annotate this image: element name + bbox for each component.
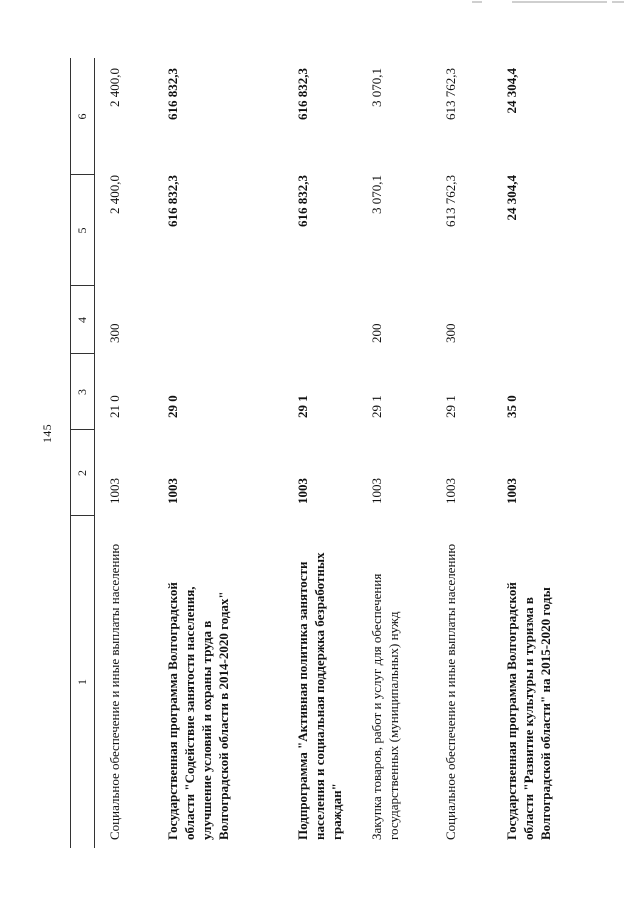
- row-name: Государственная программа Волгоградской области "Содействие занятости населения, улучшение условий и охраны труда в Волгоградской области в 2014-2020 годах": [165, 582, 231, 840]
- row-value-col5: 616 832,3: [165, 175, 180, 227]
- row-value-col6: 616 832,3: [165, 68, 180, 120]
- row-value-col5: 616 832,3: [295, 175, 310, 227]
- page-number: 145: [40, 424, 54, 443]
- table-row: [436, 58, 492, 848]
- row-target-article: 29 1: [369, 395, 384, 418]
- row-expense-type: 300: [107, 323, 122, 343]
- row-target-article: 35 0: [504, 395, 519, 418]
- row-name: Социальное обеспечение и иные выплаты населению: [443, 543, 458, 840]
- budget-table: [70, 58, 625, 848]
- table-row: [288, 58, 360, 848]
- scan-edge-marks: [472, 0, 632, 6]
- column-header-5: 5: [75, 227, 89, 234]
- row-value-col6: 3 070,1: [369, 68, 384, 107]
- column-header-2: 2: [75, 470, 89, 476]
- row-value-col5: 3 070,1: [369, 175, 384, 214]
- row-expense-type: 300: [443, 323, 458, 343]
- header-bottom-border: [94, 58, 95, 848]
- row-target-article: 29 0: [165, 395, 180, 418]
- column-header-4: 4: [75, 317, 89, 323]
- row-value-col5: 2 400,0: [107, 175, 122, 214]
- table-row: [497, 58, 607, 848]
- table-row: [158, 58, 283, 848]
- row-value-col5: 613 762,3: [443, 175, 458, 227]
- row-code: 1003: [443, 478, 458, 504]
- row-value-col6: 616 832,3: [295, 68, 310, 120]
- row-value-col5: 24 304,4: [504, 175, 519, 221]
- row-value-col6: 613 762,3: [443, 68, 458, 120]
- row-code: 1003: [504, 478, 519, 504]
- column-header-1: 1: [75, 679, 89, 685]
- column-header-3: 3: [75, 389, 89, 395]
- column-header-6: 6: [75, 113, 89, 120]
- table-row: [362, 58, 434, 848]
- row-name: Закупка товаров, работ и услуг для обеспечения государственных (муниципальных) нужд: [369, 573, 401, 840]
- row-target-article: 21 0: [107, 395, 122, 418]
- row-code: 1003: [369, 478, 384, 504]
- row-expense-type: 200: [369, 323, 384, 343]
- row-name: Социальное обеспечение и иные выплаты населению: [107, 543, 122, 840]
- row-target-article: 29 1: [443, 395, 458, 418]
- table-row: [100, 58, 156, 848]
- row-value-col6: 2 400,0: [107, 68, 122, 107]
- row-code: 1003: [295, 478, 310, 504]
- row-code: 1003: [107, 478, 122, 504]
- row-target-article: 29 1: [295, 395, 310, 418]
- row-value-col6: 24 304,4: [504, 68, 519, 114]
- row-code: 1003: [165, 478, 180, 504]
- row-name: Государственная программа Волгоградской области "Развитие культуры и туризма в Волгоградской области" на 2015-2020 годы: [504, 582, 553, 840]
- row-name: Подпрограмма "Активная политика занятости населения и социальная поддержка безработных граждан": [295, 552, 344, 840]
